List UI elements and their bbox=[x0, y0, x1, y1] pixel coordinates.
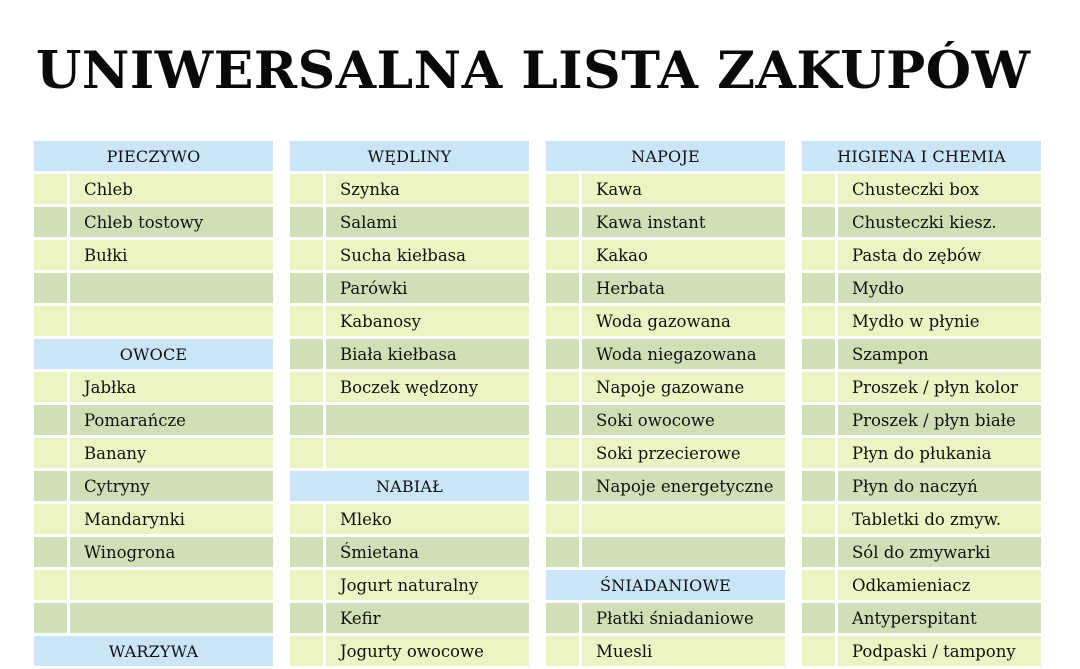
item-label: Płyn do naczyń bbox=[838, 471, 1041, 501]
list-item bbox=[546, 537, 785, 567]
column-2 bbox=[290, 141, 529, 669]
item-label bbox=[70, 306, 273, 336]
item-label: Szampon bbox=[838, 339, 1041, 369]
item-label: Kefir bbox=[326, 603, 529, 633]
list-item bbox=[34, 273, 273, 303]
item-label: Płyn do płukania bbox=[838, 438, 1041, 468]
list-item bbox=[546, 339, 785, 369]
checkbox[interactable] bbox=[290, 537, 323, 567]
item-label: Kawa bbox=[582, 174, 785, 204]
checkbox[interactable] bbox=[34, 174, 67, 204]
checkbox[interactable] bbox=[802, 438, 835, 468]
item-label: Soki przecierowe bbox=[582, 438, 785, 468]
item-label: Podpaski / tampony bbox=[838, 636, 1041, 666]
category-header: ŚNIADANIOWE bbox=[546, 570, 785, 600]
checkbox[interactable] bbox=[34, 570, 67, 600]
item-label: Odkamieniacz bbox=[838, 570, 1041, 600]
item-label: Mydło w płynie bbox=[838, 306, 1041, 336]
item-label: Pomarańcze bbox=[70, 405, 273, 435]
item-label: Chleb bbox=[70, 174, 273, 204]
item-label: Kakao bbox=[582, 240, 785, 270]
checkbox[interactable] bbox=[34, 405, 67, 435]
checkbox[interactable] bbox=[290, 240, 323, 270]
list-item bbox=[34, 306, 273, 336]
checkbox[interactable] bbox=[290, 405, 323, 435]
item-label: Woda gazowana bbox=[582, 306, 785, 336]
item-label: Herbata bbox=[582, 273, 785, 303]
list-item bbox=[546, 603, 785, 633]
checkbox[interactable] bbox=[34, 537, 67, 567]
checkbox[interactable] bbox=[546, 174, 579, 204]
item-label: Sucha kiełbasa bbox=[326, 240, 529, 270]
item-label bbox=[582, 537, 785, 567]
list-item bbox=[546, 372, 785, 402]
checkbox[interactable] bbox=[802, 636, 835, 666]
list-item bbox=[802, 273, 1041, 303]
list-item bbox=[290, 636, 529, 666]
checkbox[interactable] bbox=[546, 471, 579, 501]
checkbox[interactable] bbox=[802, 537, 835, 567]
checkbox[interactable] bbox=[546, 273, 579, 303]
column-3 bbox=[546, 141, 785, 669]
category-header: NAPOJE bbox=[546, 141, 785, 171]
list-item bbox=[34, 471, 273, 501]
checkbox[interactable] bbox=[34, 240, 67, 270]
list-item bbox=[802, 405, 1041, 435]
checkbox[interactable] bbox=[546, 207, 579, 237]
item-label: Napoje energetyczne bbox=[582, 471, 785, 501]
checkbox[interactable] bbox=[290, 372, 323, 402]
list-item bbox=[290, 438, 529, 468]
checkbox[interactable] bbox=[546, 504, 579, 534]
checkbox[interactable] bbox=[290, 306, 323, 336]
list-item bbox=[290, 306, 529, 336]
list-item bbox=[290, 504, 529, 534]
list-item bbox=[546, 504, 785, 534]
checkbox[interactable] bbox=[290, 339, 323, 369]
checkbox[interactable] bbox=[802, 306, 835, 336]
item-label: Parówki bbox=[326, 273, 529, 303]
checkbox[interactable] bbox=[802, 603, 835, 633]
list-item bbox=[34, 603, 273, 633]
item-label bbox=[326, 438, 529, 468]
checkbox[interactable] bbox=[802, 504, 835, 534]
list-item bbox=[546, 405, 785, 435]
page-title: UNIWERSALNA LISTA ZAKUPÓW bbox=[36, 41, 1031, 101]
checkbox[interactable] bbox=[34, 372, 67, 402]
item-label: Śmietana bbox=[326, 537, 529, 567]
checkbox[interactable] bbox=[546, 603, 579, 633]
checkbox[interactable] bbox=[802, 240, 835, 270]
item-label: Soki owocowe bbox=[582, 405, 785, 435]
checkbox[interactable] bbox=[802, 471, 835, 501]
checkbox[interactable] bbox=[546, 306, 579, 336]
list-item bbox=[34, 504, 273, 534]
list-item bbox=[802, 174, 1041, 204]
item-label: Sól do zmywarki bbox=[838, 537, 1041, 567]
list-item bbox=[290, 372, 529, 402]
item-label: Boczek wędzony bbox=[326, 372, 529, 402]
list-item bbox=[802, 636, 1041, 666]
list-item bbox=[546, 273, 785, 303]
list-item bbox=[290, 405, 529, 435]
list-item bbox=[290, 339, 529, 369]
checkbox[interactable] bbox=[546, 537, 579, 567]
list-item bbox=[802, 471, 1041, 501]
item-label: Proszek / płyn kolor bbox=[838, 372, 1041, 402]
item-label bbox=[70, 273, 273, 303]
category-header: HIGIENA I CHEMIA bbox=[802, 141, 1041, 171]
category-header: NABIAŁ bbox=[290, 471, 529, 501]
list-item bbox=[546, 240, 785, 270]
item-label: Jabłka bbox=[70, 372, 273, 402]
list-item bbox=[290, 570, 529, 600]
checkbox[interactable] bbox=[546, 405, 579, 435]
checkbox[interactable] bbox=[802, 570, 835, 600]
list-item bbox=[802, 306, 1041, 336]
checkbox[interactable] bbox=[290, 273, 323, 303]
item-label: Biała kiełbasa bbox=[326, 339, 529, 369]
list-item bbox=[290, 537, 529, 567]
list-item bbox=[290, 207, 529, 237]
checkbox[interactable] bbox=[290, 603, 323, 633]
checkbox[interactable] bbox=[546, 240, 579, 270]
list-item bbox=[290, 273, 529, 303]
item-label: Chusteczki kiesz. bbox=[838, 207, 1041, 237]
item-label: Banany bbox=[70, 438, 273, 468]
item-label: Chleb tostowy bbox=[70, 207, 273, 237]
checkbox[interactable] bbox=[802, 405, 835, 435]
item-label bbox=[326, 405, 529, 435]
checkbox[interactable] bbox=[546, 636, 579, 666]
item-label: Muesli bbox=[582, 636, 785, 666]
item-label: Płatki śniadaniowe bbox=[582, 603, 785, 633]
item-label: Jogurt naturalny bbox=[326, 570, 529, 600]
item-label: Kawa instant bbox=[582, 207, 785, 237]
checkbox[interactable] bbox=[802, 207, 835, 237]
item-label: Szynka bbox=[326, 174, 529, 204]
category-header: WARZYWA bbox=[34, 636, 273, 666]
item-label: Chusteczki box bbox=[838, 174, 1041, 204]
list-item bbox=[802, 504, 1041, 534]
checkbox[interactable] bbox=[802, 174, 835, 204]
checkbox[interactable] bbox=[290, 570, 323, 600]
list-item bbox=[34, 537, 273, 567]
list-item bbox=[34, 438, 273, 468]
list-item bbox=[802, 372, 1041, 402]
checkbox[interactable] bbox=[546, 339, 579, 369]
list-item bbox=[546, 174, 785, 204]
checkbox[interactable] bbox=[546, 438, 579, 468]
category-header: PIECZYWO bbox=[34, 141, 273, 171]
item-label: Winogrona bbox=[70, 537, 273, 567]
checkbox[interactable] bbox=[34, 306, 67, 336]
list-item bbox=[546, 636, 785, 666]
item-label: Mandarynki bbox=[70, 504, 273, 534]
list-item bbox=[290, 603, 529, 633]
item-label: Tabletki do zmyw. bbox=[838, 504, 1041, 534]
list-item bbox=[546, 207, 785, 237]
checkbox[interactable] bbox=[802, 273, 835, 303]
checkbox[interactable] bbox=[290, 174, 323, 204]
checkbox[interactable] bbox=[290, 504, 323, 534]
checkbox[interactable] bbox=[34, 273, 67, 303]
item-label: Napoje gazowane bbox=[582, 372, 785, 402]
list-item bbox=[546, 471, 785, 501]
item-label: Salami bbox=[326, 207, 529, 237]
list-item bbox=[34, 570, 273, 600]
item-label: Jogurty owocowe bbox=[326, 636, 529, 666]
list-item bbox=[290, 240, 529, 270]
checkbox[interactable] bbox=[546, 372, 579, 402]
checkbox[interactable] bbox=[802, 372, 835, 402]
item-label: Woda niegazowana bbox=[582, 339, 785, 369]
list-item bbox=[34, 240, 273, 270]
checkbox[interactable] bbox=[34, 603, 67, 633]
list-item bbox=[802, 207, 1041, 237]
list-item bbox=[802, 339, 1041, 369]
item-label: Mleko bbox=[326, 504, 529, 534]
item-label bbox=[70, 603, 273, 633]
item-label: Mydło bbox=[838, 273, 1041, 303]
list-item bbox=[34, 174, 273, 204]
checkbox[interactable] bbox=[290, 207, 323, 237]
checkbox[interactable] bbox=[290, 636, 323, 666]
list-item bbox=[34, 207, 273, 237]
item-label: Antyperspitant bbox=[838, 603, 1041, 633]
item-label: Cytryny bbox=[70, 471, 273, 501]
list-item bbox=[34, 372, 273, 402]
list-item bbox=[546, 438, 785, 468]
category-header: OWOCE bbox=[34, 339, 273, 369]
list-item bbox=[802, 438, 1041, 468]
item-label bbox=[70, 570, 273, 600]
list-item bbox=[546, 306, 785, 336]
list-item bbox=[802, 603, 1041, 633]
column-4 bbox=[802, 141, 1041, 669]
checkbox[interactable] bbox=[34, 438, 67, 468]
category-header: WĘDLINY bbox=[290, 141, 529, 171]
list-item bbox=[802, 240, 1041, 270]
checkbox[interactable] bbox=[290, 438, 323, 468]
item-label: Kabanosy bbox=[326, 306, 529, 336]
item-label: Bułki bbox=[70, 240, 273, 270]
item-label bbox=[582, 504, 785, 534]
item-label: Pasta do zębów bbox=[838, 240, 1041, 270]
list-item bbox=[290, 174, 529, 204]
list-item bbox=[802, 537, 1041, 567]
checkbox[interactable] bbox=[34, 471, 67, 501]
item-label: Proszek / płyn białe bbox=[838, 405, 1041, 435]
column-1 bbox=[34, 141, 273, 669]
checkbox[interactable] bbox=[34, 504, 67, 534]
list-item bbox=[34, 405, 273, 435]
list-item bbox=[802, 570, 1041, 600]
checkbox[interactable] bbox=[802, 339, 835, 369]
checkbox[interactable] bbox=[34, 207, 67, 237]
